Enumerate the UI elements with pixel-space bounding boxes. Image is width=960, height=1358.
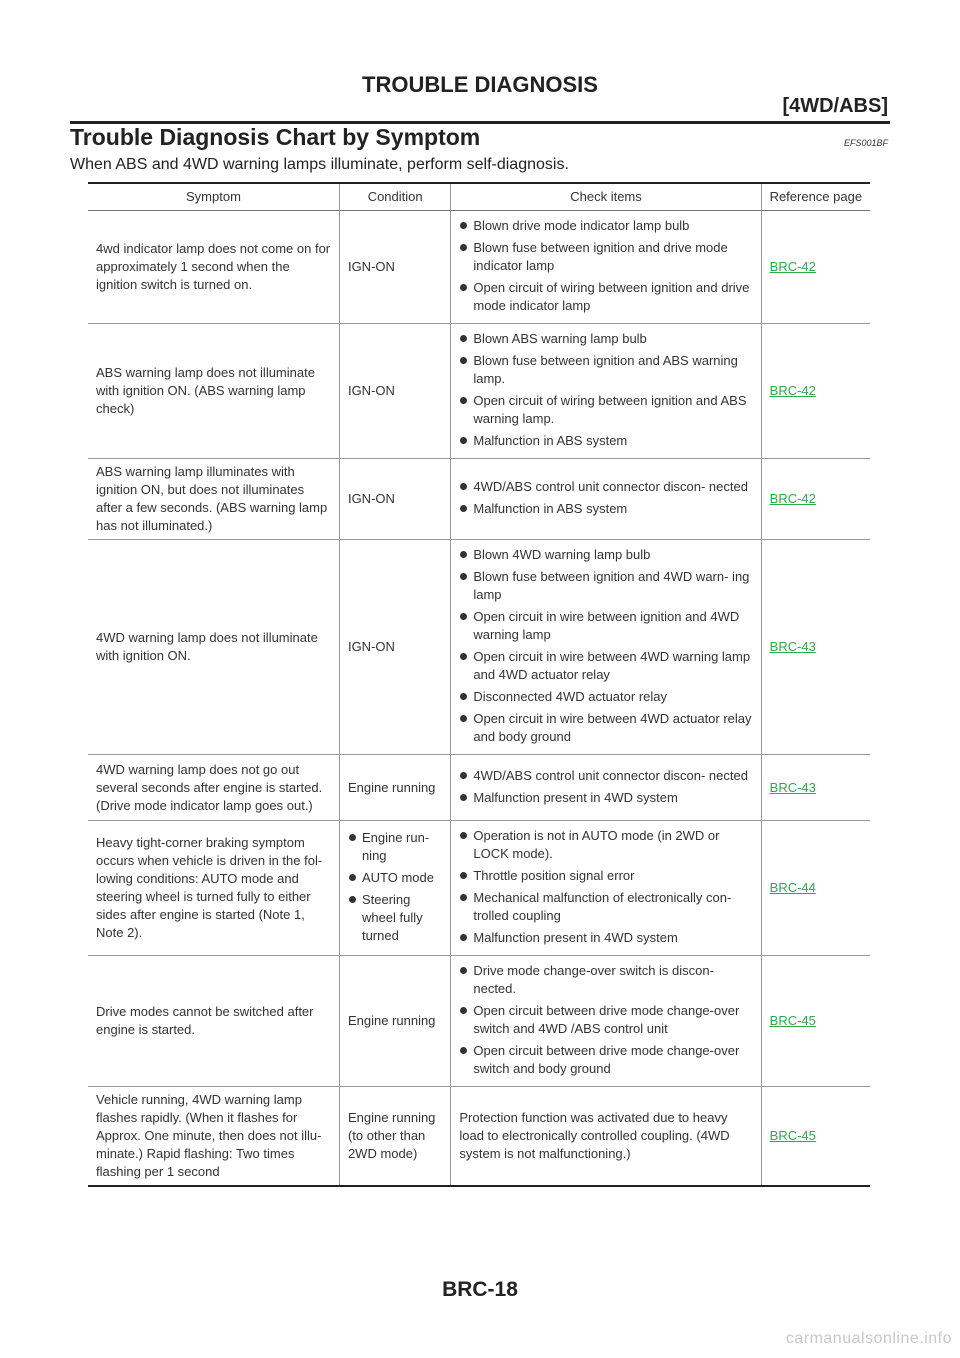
table-row	[88, 324, 870, 459]
symptom-cell: Vehicle running, 4WD warning lamp flashes rapidly. (When it flashes for Approx. One minute, then does not illu- minate.) Rapid flashing: Two times flashing per 1 second	[88, 1087, 339, 1187]
check-item: Disconnected 4WD actuator relay	[459, 688, 752, 706]
table-row	[88, 821, 870, 956]
symptom-cell: ABS warning lamp illuminates with ignition ON, but does not illuminates after a few seconds. (ABS warning lamp has not illuminated.)	[88, 459, 339, 540]
reference-cell	[761, 755, 870, 821]
check-item: Blown fuse between ignition and ABS warning lamp.	[459, 352, 752, 388]
reference-link[interactable]: BRC-42	[769, 383, 816, 398]
condition-cell: IGN-ON	[339, 459, 450, 540]
reference-link[interactable]: BRC-45	[769, 1128, 816, 1143]
header-reference-page: Reference page	[761, 183, 870, 211]
table-row	[88, 1087, 870, 1187]
reference-link[interactable]: BRC-42	[769, 491, 816, 506]
condition-item: Engine run- ning	[348, 829, 442, 865]
check-items-cell	[451, 324, 761, 459]
table-row	[88, 540, 870, 755]
check-items-cell	[451, 211, 761, 324]
reference-cell	[761, 540, 870, 755]
watermark: carmanualsonline.info	[785, 1330, 952, 1347]
check-item: Open circuit in wire between 4WD warning lamp and 4WD actuator relay	[459, 648, 752, 684]
check-item: Blown fuse between ignition and 4WD warn- ing lamp	[459, 568, 752, 604]
condition-cell	[339, 821, 450, 956]
reference-link[interactable]: BRC-44	[769, 880, 816, 895]
check-item: Malfunction in ABS system	[459, 432, 752, 450]
check-items-cell	[451, 755, 761, 821]
header-check-items: Check items	[451, 183, 761, 211]
reference-cell	[761, 211, 870, 324]
check-item: Open circuit between drive mode change-over switch and 4WD /ABS control unit	[459, 1002, 752, 1038]
intro-text: When ABS and 4WD warning lamps illuminate, perform self-diagnosis.	[70, 156, 569, 173]
table-header-row	[88, 183, 870, 211]
page-number: BRC-18	[442, 1278, 518, 1301]
condition-cell: IGN-ON	[339, 324, 450, 459]
check-items-cell	[451, 956, 761, 1087]
condition-cell: IGN-ON	[339, 540, 450, 755]
reference-link[interactable]: BRC-42	[769, 259, 816, 274]
condition-cell: IGN-ON	[339, 211, 450, 324]
page-header-title: TROUBLE DIAGNOSIS	[362, 72, 598, 97]
section-tag: [4WD/ABS]	[782, 95, 888, 117]
check-item: Open circuit in wire between ignition and 4WD warning lamp	[459, 608, 752, 644]
check-item: Open circuit between drive mode change-over switch and body ground	[459, 1042, 752, 1078]
reference-cell	[761, 821, 870, 956]
symptom-cell: 4WD warning lamp does not illuminate with ignition ON.	[88, 540, 339, 755]
check-item: Malfunction in ABS system	[459, 500, 752, 518]
table-row	[88, 211, 870, 324]
check-items-cell: Protection function was activated due to heavy load to electronically controlled coupling. (4WD system is not malfunctioning.)	[451, 1087, 761, 1187]
check-item: Mechanical malfunction of electronically con- trolled coupling	[459, 889, 752, 925]
table-row	[88, 755, 870, 821]
header-symptom: Symptom	[88, 183, 339, 211]
symptom-chart-table	[88, 182, 870, 1187]
check-item: Blown drive mode indicator lamp bulb	[459, 217, 752, 235]
symptom-cell: ABS warning lamp does not illuminate with ignition ON. (ABS warning lamp check)	[88, 324, 339, 459]
symptom-cell: 4WD warning lamp does not go out several seconds after engine is started. (Drive mode indicator lamp goes out.)	[88, 755, 339, 821]
condition-item: AUTO mode	[348, 869, 442, 887]
check-item: Malfunction present in 4WD system	[459, 929, 752, 947]
check-items-cell	[451, 459, 761, 540]
condition-item: Steering wheel fully turned	[348, 891, 442, 945]
check-item: Drive mode change-over switch is discon- nected.	[459, 962, 752, 998]
reference-cell	[761, 324, 870, 459]
condition-cell: Engine running	[339, 755, 450, 821]
check-item: 4WD/ABS control unit connector discon- nected	[459, 478, 752, 496]
check-item: Operation is not in AUTO mode (in 2WD or LOCK mode).	[459, 827, 752, 863]
symptom-cell: Drive modes cannot be switched after engine is started.	[88, 956, 339, 1087]
check-item: 4WD/ABS control unit connector discon- nected	[459, 767, 752, 785]
check-item: Blown fuse between ignition and drive mode indicator lamp	[459, 239, 752, 275]
check-item: Open circuit of wiring between ignition and drive mode indicator lamp	[459, 279, 752, 315]
reference-cell	[761, 956, 870, 1087]
reference-link[interactable]: BRC-43	[769, 779, 816, 795]
reference-link[interactable]: BRC-45	[769, 1013, 816, 1028]
check-item: Blown 4WD warning lamp bulb	[459, 546, 752, 564]
symptom-cell: 4wd indicator lamp does not come on for approximately 1 second when the ignition switch is turned on.	[88, 211, 339, 324]
reference-link[interactable]: BRC-43	[769, 639, 816, 654]
check-item: Throttle position signal error	[459, 867, 752, 885]
check-items-cell	[451, 821, 761, 956]
check-item: Open circuit in wire between 4WD actuator relay and body ground	[459, 710, 752, 746]
reference-cell	[761, 1087, 870, 1187]
condition-cell: Engine running (to other than 2WD mode)	[339, 1087, 450, 1187]
check-item: Open circuit of wiring between ignition and ABS warning lamp.	[459, 392, 752, 428]
check-item: Malfunction present in 4WD system	[459, 789, 752, 807]
check-item: Blown ABS warning lamp bulb	[459, 330, 752, 348]
condition-cell: Engine running	[339, 956, 450, 1087]
symptom-cell: Heavy tight-corner braking symptom occurs when vehicle is driven in the fol- lowing conditions: AUTO mode and steering wheel is turned fully to either sides after engine is started (Note 1, Note 2).	[88, 821, 339, 956]
header-condition: Condition	[339, 183, 450, 211]
section-code: EFS001BF	[843, 138, 888, 148]
table-row	[88, 956, 870, 1087]
check-items-cell	[451, 540, 761, 755]
reference-cell	[761, 459, 870, 540]
section-title: Trouble Diagnosis Chart by Symptom	[70, 124, 481, 150]
table-row	[88, 459, 870, 540]
